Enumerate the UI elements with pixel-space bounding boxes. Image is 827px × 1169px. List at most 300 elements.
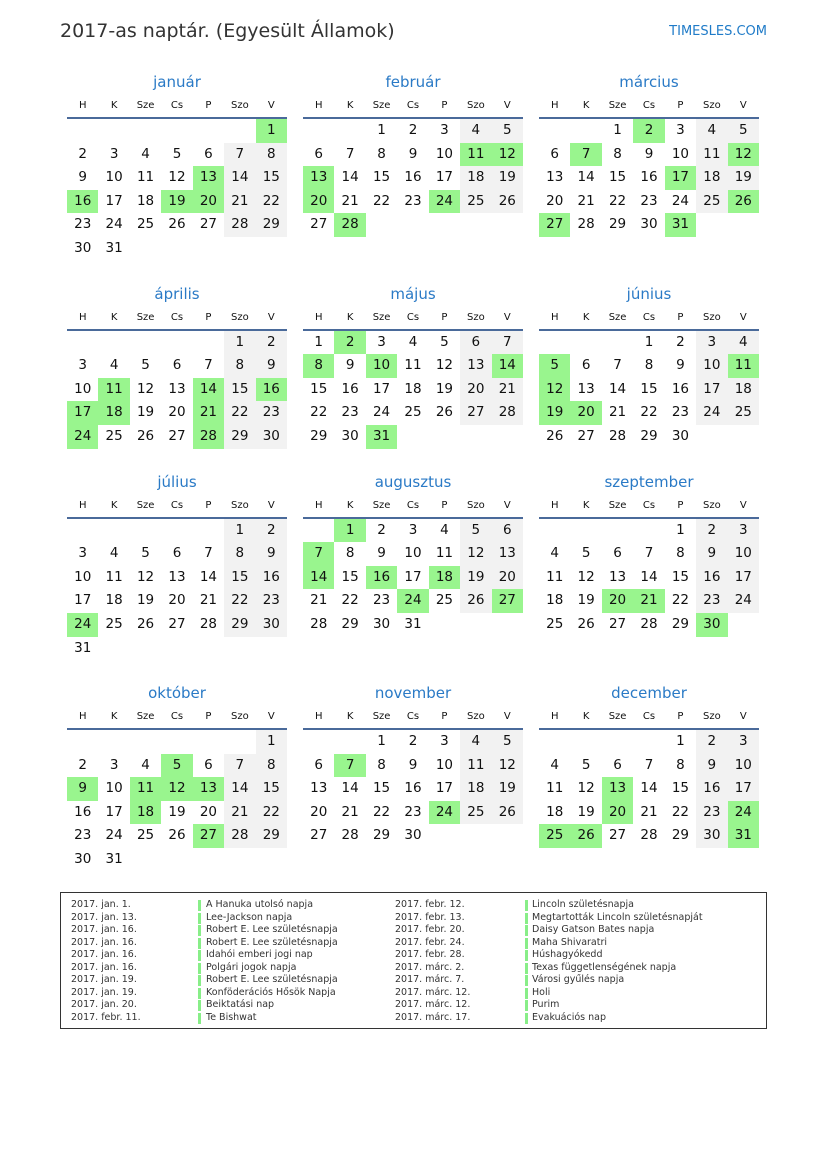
day[interactable]: 24 bbox=[372, 404, 391, 421]
day[interactable]: 9 bbox=[78, 169, 87, 186]
day[interactable]: 6 bbox=[172, 545, 182, 562]
day[interactable]: 22 bbox=[608, 192, 627, 209]
day[interactable]: 3 bbox=[78, 357, 87, 374]
day[interactable]: 19 bbox=[168, 803, 186, 820]
holiday-day[interactable]: 11 bbox=[130, 777, 161, 801]
day[interactable]: 2 bbox=[676, 333, 685, 350]
day[interactable]: 4 bbox=[550, 545, 559, 562]
day[interactable]: 25 bbox=[105, 615, 123, 632]
day[interactable]: 16 bbox=[696, 566, 727, 590]
day[interactable]: 3 bbox=[696, 331, 727, 355]
day[interactable]: 9 bbox=[676, 357, 685, 374]
holiday-day[interactable]: 24 bbox=[397, 589, 428, 613]
day[interactable]: 23 bbox=[696, 589, 727, 613]
day[interactable]: 13 bbox=[492, 542, 523, 566]
day[interactable]: 3 bbox=[377, 333, 386, 350]
day[interactable]: 9 bbox=[644, 145, 654, 162]
day[interactable]: 10 bbox=[105, 780, 123, 797]
holiday-day[interactable]: 13 bbox=[193, 777, 224, 801]
day[interactable]: 16 bbox=[74, 803, 92, 820]
site-link[interactable]: TIMESLES.COM bbox=[669, 24, 767, 39]
day[interactable]: 6 bbox=[550, 145, 559, 162]
day[interactable]: 31 bbox=[74, 639, 92, 656]
day[interactable]: 9 bbox=[377, 545, 386, 562]
day[interactable]: 23 bbox=[404, 803, 422, 820]
day[interactable]: 13 bbox=[577, 380, 595, 397]
day[interactable]: 13 bbox=[546, 169, 564, 186]
day[interactable]: 30 bbox=[341, 427, 359, 444]
day[interactable]: 24 bbox=[696, 401, 727, 425]
day[interactable]: 27 bbox=[199, 216, 218, 233]
day[interactable]: 11 bbox=[136, 169, 155, 186]
day[interactable]: 29 bbox=[640, 427, 658, 444]
holiday-day[interactable]: 2 bbox=[334, 331, 365, 355]
day[interactable]: 31 bbox=[105, 851, 123, 868]
holiday-day[interactable]: 11 bbox=[728, 354, 759, 378]
day[interactable]: 2 bbox=[696, 519, 727, 543]
holiday-day[interactable]: 20 bbox=[193, 190, 224, 214]
holiday-day[interactable]: 16 bbox=[67, 190, 98, 214]
day[interactable]: 12 bbox=[492, 754, 523, 778]
day[interactable]: 29 bbox=[671, 827, 690, 844]
day[interactable]: 26 bbox=[546, 427, 564, 444]
day[interactable]: 23 bbox=[696, 801, 727, 825]
holiday-day[interactable]: 13 bbox=[303, 166, 334, 190]
day[interactable]: 15 bbox=[310, 380, 328, 397]
day[interactable]: 14 bbox=[199, 568, 218, 585]
day[interactable]: 6 bbox=[204, 756, 213, 773]
day[interactable]: 2 bbox=[78, 145, 87, 162]
holiday-day[interactable]: 24 bbox=[67, 425, 98, 449]
day[interactable]: 30 bbox=[696, 824, 727, 848]
day[interactable]: 8 bbox=[644, 357, 654, 374]
day[interactable]: 1 bbox=[224, 331, 255, 355]
day[interactable]: 14 bbox=[341, 780, 359, 797]
day[interactable]: 30 bbox=[671, 427, 690, 444]
day[interactable]: 27 bbox=[310, 827, 328, 844]
day[interactable]: 12 bbox=[577, 568, 595, 585]
day[interactable]: 13 bbox=[310, 780, 328, 797]
day[interactable]: 19 bbox=[577, 803, 595, 820]
holiday-day[interactable]: 7 bbox=[303, 542, 334, 566]
holiday-day[interactable]: 9 bbox=[67, 777, 98, 801]
day[interactable]: 16 bbox=[696, 777, 727, 801]
holiday-day[interactable]: 10 bbox=[366, 354, 397, 378]
day[interactable]: 15 bbox=[256, 777, 287, 801]
day[interactable]: 26 bbox=[492, 190, 523, 214]
day[interactable]: 21 bbox=[608, 404, 627, 421]
day[interactable]: 6 bbox=[172, 357, 182, 374]
day[interactable]: 21 bbox=[640, 803, 658, 820]
day[interactable]: 28 bbox=[640, 615, 658, 632]
holiday-day[interactable]: 1 bbox=[256, 119, 287, 143]
day[interactable]: 22 bbox=[310, 404, 328, 421]
day[interactable]: 1 bbox=[676, 733, 685, 750]
holiday-day[interactable]: 7 bbox=[570, 143, 601, 167]
day[interactable]: 9 bbox=[408, 756, 418, 773]
day[interactable]: 22 bbox=[372, 192, 391, 209]
day[interactable]: 26 bbox=[136, 427, 155, 444]
day[interactable]: 24 bbox=[728, 589, 759, 613]
day[interactable]: 10 bbox=[696, 354, 727, 378]
day[interactable]: 13 bbox=[460, 354, 491, 378]
holiday-day[interactable]: 2 bbox=[633, 119, 664, 143]
day[interactable]: 8 bbox=[256, 143, 287, 167]
day[interactable]: 4 bbox=[696, 119, 727, 143]
day[interactable]: 9 bbox=[408, 145, 418, 162]
day[interactable]: 25 bbox=[136, 827, 155, 844]
day[interactable]: 25 bbox=[460, 190, 491, 214]
day[interactable]: 8 bbox=[613, 145, 622, 162]
day[interactable]: 3 bbox=[109, 756, 119, 773]
day[interactable]: 2 bbox=[696, 730, 727, 754]
day[interactable]: 26 bbox=[492, 801, 523, 825]
day[interactable]: 20 bbox=[168, 592, 186, 609]
day[interactable]: 14 bbox=[341, 169, 359, 186]
holiday-day[interactable]: 21 bbox=[633, 589, 664, 613]
day[interactable]: 31 bbox=[404, 615, 422, 632]
day[interactable]: 4 bbox=[141, 756, 150, 773]
day[interactable]: 7 bbox=[345, 145, 355, 162]
day[interactable]: 20 bbox=[546, 192, 564, 209]
day[interactable]: 3 bbox=[109, 145, 119, 162]
day[interactable]: 1 bbox=[676, 521, 685, 538]
holiday-day[interactable]: 17 bbox=[67, 401, 98, 425]
day[interactable]: 29 bbox=[224, 613, 255, 637]
day[interactable]: 18 bbox=[404, 380, 422, 397]
day[interactable]: 15 bbox=[224, 378, 255, 402]
day[interactable]: 2 bbox=[408, 122, 418, 138]
day[interactable]: 6 bbox=[492, 519, 523, 543]
day[interactable]: 11 bbox=[404, 357, 422, 374]
day[interactable]: 30 bbox=[74, 239, 92, 256]
day[interactable]: 8 bbox=[345, 545, 355, 562]
holiday-day[interactable]: 24 bbox=[728, 801, 759, 825]
day[interactable]: 11 bbox=[460, 754, 491, 778]
day[interactable]: 22 bbox=[256, 190, 287, 214]
day[interactable]: 8 bbox=[676, 545, 685, 562]
day[interactable]: 11 bbox=[105, 568, 123, 585]
day[interactable]: 4 bbox=[408, 333, 418, 350]
day[interactable]: 15 bbox=[640, 380, 658, 397]
day[interactable]: 9 bbox=[696, 542, 727, 566]
day[interactable]: 19 bbox=[492, 166, 523, 190]
day[interactable]: 23 bbox=[256, 589, 287, 613]
day[interactable]: 1 bbox=[377, 122, 386, 138]
day[interactable]: 10 bbox=[435, 145, 454, 162]
day[interactable]: 7 bbox=[644, 756, 654, 773]
holiday-day[interactable]: 18 bbox=[98, 401, 129, 425]
day[interactable]: 30 bbox=[256, 425, 287, 449]
day[interactable]: 7 bbox=[492, 331, 523, 355]
day[interactable]: 23 bbox=[640, 192, 658, 209]
day[interactable]: 16 bbox=[640, 169, 658, 186]
day[interactable]: 12 bbox=[136, 380, 155, 397]
day[interactable]: 5 bbox=[492, 730, 523, 754]
day[interactable]: 10 bbox=[105, 169, 123, 186]
day[interactable]: 14 bbox=[608, 380, 627, 397]
day[interactable]: 10 bbox=[74, 568, 92, 585]
day[interactable]: 17 bbox=[404, 568, 422, 585]
day[interactable]: 22 bbox=[671, 803, 690, 820]
day[interactable]: 27 bbox=[577, 427, 595, 444]
day[interactable]: 4 bbox=[460, 119, 491, 143]
day[interactable]: 9 bbox=[256, 542, 287, 566]
day[interactable]: 27 bbox=[460, 401, 491, 425]
day[interactable]: 13 bbox=[168, 380, 186, 397]
day[interactable]: 1 bbox=[644, 333, 654, 350]
day[interactable]: 15 bbox=[608, 169, 627, 186]
day[interactable]: 25 bbox=[404, 404, 422, 421]
day[interactable]: 15 bbox=[256, 166, 287, 190]
holiday-day[interactable]: 27 bbox=[539, 213, 570, 237]
day[interactable]: 21 bbox=[341, 803, 359, 820]
day[interactable]: 29 bbox=[341, 615, 359, 632]
day[interactable]: 27 bbox=[310, 216, 328, 233]
day[interactable]: 30 bbox=[256, 613, 287, 637]
holiday-day[interactable]: 16 bbox=[366, 566, 397, 590]
holiday-day[interactable]: 13 bbox=[602, 777, 633, 801]
day[interactable]: 5 bbox=[141, 545, 150, 562]
day[interactable]: 22 bbox=[341, 592, 359, 609]
day[interactable]: 6 bbox=[613, 756, 622, 773]
day[interactable]: 29 bbox=[256, 824, 287, 848]
holiday-day[interactable]: 20 bbox=[570, 401, 601, 425]
day[interactable]: 17 bbox=[728, 566, 759, 590]
day[interactable]: 8 bbox=[676, 756, 685, 773]
day[interactable]: 18 bbox=[105, 592, 123, 609]
day[interactable]: 27 bbox=[608, 615, 627, 632]
day[interactable]: 6 bbox=[314, 145, 323, 162]
holiday-day[interactable]: 26 bbox=[728, 190, 759, 214]
day[interactable]: 15 bbox=[671, 780, 690, 797]
day[interactable]: 2 bbox=[377, 521, 386, 538]
day[interactable]: 20 bbox=[199, 803, 218, 820]
day[interactable]: 24 bbox=[671, 192, 690, 209]
day[interactable]: 27 bbox=[168, 615, 186, 632]
day[interactable]: 28 bbox=[224, 824, 255, 848]
day[interactable]: 15 bbox=[341, 568, 359, 585]
day[interactable]: 25 bbox=[696, 190, 727, 214]
day[interactable]: 10 bbox=[74, 380, 92, 397]
day[interactable]: 18 bbox=[728, 378, 759, 402]
day[interactable]: 13 bbox=[168, 568, 186, 585]
day[interactable]: 15 bbox=[372, 169, 391, 186]
day[interactable]: 5 bbox=[581, 545, 591, 562]
day[interactable]: 26 bbox=[577, 615, 595, 632]
day[interactable]: 18 bbox=[696, 166, 727, 190]
day[interactable]: 28 bbox=[310, 615, 328, 632]
day[interactable]: 12 bbox=[136, 568, 155, 585]
holiday-day[interactable]: 19 bbox=[161, 190, 192, 214]
day[interactable]: 28 bbox=[640, 827, 658, 844]
holiday-day[interactable]: 20 bbox=[303, 190, 334, 214]
day[interactable]: 29 bbox=[372, 827, 391, 844]
day[interactable]: 3 bbox=[440, 122, 449, 138]
day[interactable]: 4 bbox=[728, 331, 759, 355]
day[interactable]: 5 bbox=[440, 333, 449, 350]
day[interactable]: 29 bbox=[224, 425, 255, 449]
day[interactable]: 21 bbox=[492, 378, 523, 402]
day[interactable]: 1 bbox=[256, 730, 287, 754]
holiday-day[interactable]: 18 bbox=[429, 566, 460, 590]
day[interactable]: 16 bbox=[671, 380, 690, 397]
day[interactable]: 4 bbox=[440, 521, 449, 538]
day[interactable]: 18 bbox=[460, 777, 491, 801]
day[interactable]: 1 bbox=[613, 122, 622, 138]
day[interactable]: 11 bbox=[546, 780, 564, 797]
day[interactable]: 24 bbox=[105, 827, 123, 844]
day[interactable]: 23 bbox=[671, 404, 690, 421]
day[interactable]: 30 bbox=[404, 827, 422, 844]
day[interactable]: 18 bbox=[546, 592, 564, 609]
day[interactable]: 20 bbox=[168, 404, 186, 421]
day[interactable]: 21 bbox=[224, 190, 255, 214]
day[interactable]: 16 bbox=[404, 780, 422, 797]
day[interactable]: 23 bbox=[404, 192, 422, 209]
day[interactable]: 18 bbox=[546, 803, 564, 820]
day[interactable]: 19 bbox=[435, 380, 454, 397]
day[interactable]: 18 bbox=[136, 192, 155, 209]
day[interactable]: 10 bbox=[404, 545, 422, 562]
day[interactable]: 8 bbox=[256, 754, 287, 778]
day[interactable]: 11 bbox=[696, 143, 727, 167]
holiday-day[interactable]: 11 bbox=[98, 378, 129, 402]
day[interactable]: 26 bbox=[435, 404, 454, 421]
day[interactable]: 1 bbox=[224, 519, 255, 543]
day[interactable]: 27 bbox=[168, 427, 186, 444]
day[interactable]: 20 bbox=[492, 566, 523, 590]
day[interactable]: 21 bbox=[577, 192, 595, 209]
holiday-day[interactable]: 5 bbox=[161, 754, 192, 778]
day[interactable]: 11 bbox=[546, 568, 564, 585]
day[interactable]: 5 bbox=[492, 119, 523, 143]
holiday-day[interactable]: 24 bbox=[429, 801, 460, 825]
holiday-day[interactable]: 12 bbox=[539, 378, 570, 402]
day[interactable]: 15 bbox=[372, 780, 391, 797]
day[interactable]: 9 bbox=[256, 354, 287, 378]
day[interactable]: 17 bbox=[728, 777, 759, 801]
day[interactable]: 25 bbox=[435, 592, 454, 609]
day[interactable]: 5 bbox=[460, 519, 491, 543]
day[interactable]: 23 bbox=[74, 827, 92, 844]
holiday-day[interactable]: 12 bbox=[161, 777, 192, 801]
day[interactable]: 8 bbox=[377, 145, 386, 162]
holiday-day[interactable]: 28 bbox=[334, 213, 365, 237]
day[interactable]: 3 bbox=[728, 519, 759, 543]
day[interactable]: 6 bbox=[460, 331, 491, 355]
day[interactable]: 28 bbox=[577, 216, 595, 233]
day[interactable]: 25 bbox=[460, 801, 491, 825]
holiday-day[interactable]: 14 bbox=[492, 354, 523, 378]
day[interactable]: 22 bbox=[224, 401, 255, 425]
day[interactable]: 8 bbox=[224, 354, 255, 378]
day[interactable]: 10 bbox=[728, 542, 759, 566]
day[interactable]: 19 bbox=[460, 566, 491, 590]
day[interactable]: 9 bbox=[345, 357, 355, 374]
day[interactable]: 28 bbox=[341, 827, 359, 844]
holiday-day[interactable]: 31 bbox=[366, 425, 397, 449]
day[interactable]: 16 bbox=[341, 380, 359, 397]
day[interactable]: 4 bbox=[550, 756, 559, 773]
day[interactable]: 19 bbox=[136, 404, 155, 421]
day[interactable]: 17 bbox=[74, 592, 92, 609]
day[interactable]: 7 bbox=[224, 754, 255, 778]
day[interactable]: 4 bbox=[460, 730, 491, 754]
day[interactable]: 13 bbox=[608, 568, 627, 585]
day[interactable]: 19 bbox=[728, 166, 759, 190]
day[interactable]: 17 bbox=[105, 803, 123, 820]
day[interactable]: 27 bbox=[608, 827, 627, 844]
day[interactable]: 12 bbox=[577, 780, 595, 797]
holiday-day[interactable]: 16 bbox=[256, 378, 287, 402]
day[interactable]: 5 bbox=[728, 119, 759, 143]
holiday-day[interactable]: 8 bbox=[303, 354, 334, 378]
day[interactable]: 5 bbox=[141, 357, 150, 374]
holiday-day[interactable]: 7 bbox=[334, 754, 365, 778]
day[interactable]: 28 bbox=[224, 213, 255, 237]
day[interactable]: 15 bbox=[671, 568, 690, 585]
holiday-day[interactable]: 31 bbox=[665, 213, 696, 237]
holiday-day[interactable]: 20 bbox=[602, 589, 633, 613]
day[interactable]: 20 bbox=[460, 378, 491, 402]
holiday-day[interactable]: 18 bbox=[130, 801, 161, 825]
holiday-day[interactable]: 17 bbox=[665, 166, 696, 190]
holiday-day[interactable]: 14 bbox=[193, 378, 224, 402]
day[interactable]: 22 bbox=[640, 404, 658, 421]
day[interactable]: 5 bbox=[172, 145, 182, 162]
holiday-day[interactable]: 31 bbox=[728, 824, 759, 848]
day[interactable]: 28 bbox=[199, 615, 218, 632]
holiday-day[interactable]: 12 bbox=[728, 143, 759, 167]
day[interactable]: 26 bbox=[136, 615, 155, 632]
day[interactable]: 4 bbox=[141, 145, 150, 162]
day[interactable]: 6 bbox=[581, 357, 591, 374]
day[interactable]: 16 bbox=[256, 566, 287, 590]
day[interactable]: 9 bbox=[696, 754, 727, 778]
day[interactable]: 29 bbox=[608, 216, 627, 233]
day[interactable]: 12 bbox=[435, 357, 454, 374]
day[interactable]: 30 bbox=[372, 615, 391, 632]
day[interactable]: 29 bbox=[310, 427, 328, 444]
day[interactable]: 14 bbox=[640, 780, 658, 797]
day[interactable]: 2 bbox=[256, 519, 287, 543]
day[interactable]: 22 bbox=[256, 801, 287, 825]
holiday-day[interactable]: 30 bbox=[696, 613, 727, 637]
day[interactable]: 18 bbox=[460, 166, 491, 190]
day[interactable]: 8 bbox=[377, 756, 386, 773]
day[interactable]: 3 bbox=[78, 545, 87, 562]
day[interactable]: 23 bbox=[372, 592, 391, 609]
day[interactable]: 21 bbox=[199, 592, 218, 609]
day[interactable]: 3 bbox=[728, 730, 759, 754]
day[interactable]: 6 bbox=[204, 145, 213, 162]
day[interactable]: 3 bbox=[440, 733, 449, 750]
day[interactable]: 24 bbox=[105, 216, 123, 233]
day[interactable]: 25 bbox=[546, 615, 564, 632]
day[interactable]: 17 bbox=[435, 169, 454, 186]
holiday-day[interactable]: 27 bbox=[193, 824, 224, 848]
day[interactable]: 7 bbox=[644, 545, 654, 562]
day[interactable]: 11 bbox=[435, 545, 454, 562]
day[interactable]: 22 bbox=[372, 803, 391, 820]
day[interactable]: 14 bbox=[640, 568, 658, 585]
holiday-day[interactable]: 24 bbox=[67, 613, 98, 637]
day[interactable]: 2 bbox=[256, 331, 287, 355]
day[interactable]: 10 bbox=[671, 145, 690, 162]
day[interactable]: 4 bbox=[109, 545, 119, 562]
day[interactable]: 17 bbox=[435, 780, 454, 797]
